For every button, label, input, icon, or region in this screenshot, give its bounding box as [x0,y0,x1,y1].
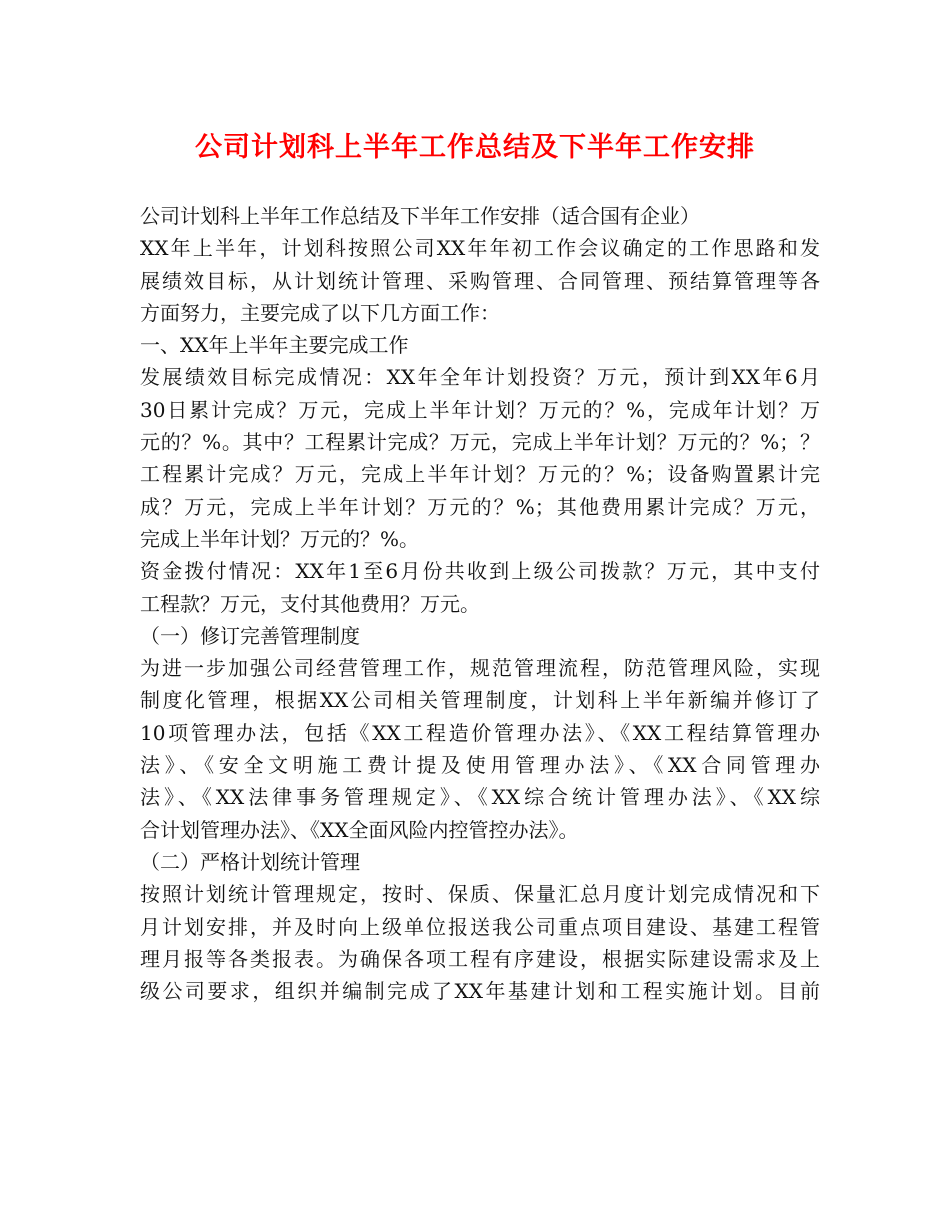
body-line: 元的？%。其中？工程累计完成？万元，完成上半年计划？万元的？%；？ [140,430,820,455]
body-line: 级公司要求，组织并编制完成了XX年基建计划和工程实施计划。目前 [140,979,820,1004]
body-line: 10项管理办法，包括《XX工程造价管理办法》、《XX工程结算管理办 [140,720,820,745]
body-line: （二）严格计划统计管理 [140,849,360,874]
body-line: （一）修订完善管理制度 [140,623,360,648]
body-line: 成？万元，完成上半年计划？万元的？%；其他费用累计完成？万元， [140,494,820,519]
body-line: 30日累计完成？万元，完成上半年计划？万元的？%，完成年计划？万 [140,397,820,422]
body-line: 理月报等各类报表。为确保各项工程有序建设，根据实际建设需求及上 [140,946,820,971]
body-line: 方面努力，主要完成了以下几方面工作： [140,300,500,325]
body-line: 发展绩效目标完成情况：XX年全年计划投资？万元，预计到XX年6月 [140,365,820,390]
document-body [140,200,820,1007]
body-line: XX年上半年，计划科按照公司XX年年初工作会议确定的工作思路和发 [140,236,820,261]
body-line: 制度化管理，根据XX公司相关管理制度，计划科上半年新编并修订了 [140,688,820,713]
body-line: 按照计划统计管理规定，按时、保质、保量汇总月度计划完成情况和下 [140,882,820,907]
body-line: 完成上半年计划？万元的？%。 [140,526,420,551]
body-line: 合计划管理办法》、《XX全面风险内控管控办法》。 [140,817,579,842]
body-line: 工程款？万元，支付其他费用？万元。 [140,591,480,616]
body-line: 法》、《安全文明施工费计提及使用管理办法》、《XX合同管理办 [140,753,820,778]
body-line: 工程累计完成？万元，完成上半年计划？万元的？%；设备购置累计完 [140,462,820,487]
body-line: 月计划安排，并及时向上级单位报送我公司重点项目建设、基建工程管 [140,914,820,939]
body-line: 资金拨付情况：XX年1至6月份共收到上级公司拨款？万元，其中支付 [140,559,820,584]
document-title: 公司计划科上半年工作总结及下半年工作安排 [195,132,755,163]
body-line: 公司计划科上半年工作总结及下半年工作安排（适合国有企业） [140,204,700,228]
body-line: 展绩效目标，从计划统计管理、采购管理、合同管理、预结算管理等各 [140,268,820,293]
body-line: 一、XX年上半年主要完成工作 [140,333,409,358]
body-line: 法》、《XX法律事务管理规定》、《XX综合统计管理办法》、《XX综 [140,785,820,810]
body-line: 为进一步加强公司经营管理工作，规范管理流程，防范管理风险，实现 [140,656,820,681]
